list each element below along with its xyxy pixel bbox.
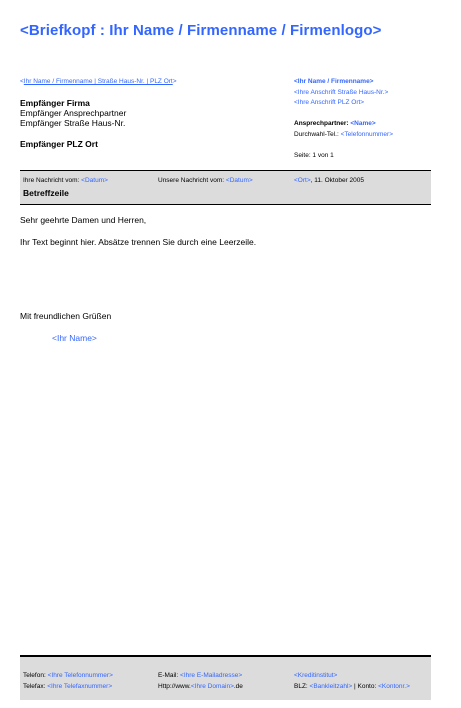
footer-fax-line xyxy=(23,682,112,691)
contact-person-label: Ansprechpartner: xyxy=(294,120,349,127)
sender-return-text: Ihr Name / Firmenname | Straße Haus-Nr. | PLZ Ort xyxy=(23,78,173,85)
place-value: <Ort> xyxy=(294,177,311,184)
letter-date: , 11. Oktober 2005 xyxy=(310,177,364,184)
footer-phone-line xyxy=(23,671,113,680)
footer-web-line xyxy=(158,682,243,691)
signature-name: <Ihr Name> xyxy=(52,333,97,343)
recipient-street: Empfänger Straße Haus-Nr. xyxy=(20,118,126,128)
phone-value: <Telefonnummer> xyxy=(340,131,393,138)
recipient-city: Empfänger PLZ Ort xyxy=(20,139,98,149)
footer-bank-name: <Kreditinstitut> xyxy=(294,672,338,679)
our-message-line xyxy=(158,176,253,185)
phone-line xyxy=(294,130,393,139)
sender-return-prefix: < xyxy=(20,78,24,85)
contact-person-value: <Name> xyxy=(350,120,376,127)
your-message-date: <Datum> xyxy=(81,177,108,184)
your-message-label: Ihre Nachricht vom: xyxy=(23,177,80,184)
recipient-company: Empfänger Firma xyxy=(20,98,90,108)
phone-label: Durchwahl-Tel.: xyxy=(294,131,339,138)
closing: Mit freundlichen Grüßen xyxy=(20,311,112,321)
recipient-contact: Empfänger Ansprechpartner xyxy=(20,108,127,118)
footer-email-line xyxy=(158,671,242,680)
body-text: Ihr Text beginnt hier. Absätze trennen Sie durch eine Leerzeile. xyxy=(20,237,257,247)
subject-line: Betreffzeile xyxy=(23,188,69,198)
sender-return-suffix: > xyxy=(172,78,177,85)
footer-bank-line xyxy=(294,682,410,691)
sender-return-line xyxy=(20,77,177,86)
footer-phone-label: Telefon: xyxy=(23,672,46,679)
footer-email-label: E-Mail: xyxy=(158,672,179,679)
footer-fax-value: <Ihre Telefaxnummer> xyxy=(47,683,113,690)
footer-web-prefix: Http://www. xyxy=(158,683,191,690)
footer-phone-value: <Ihre Telefonnummer> xyxy=(47,672,113,679)
sender-name: <Ihr Name / Firmenname> xyxy=(294,78,374,85)
footer-account-value: <Kontonr.> xyxy=(378,683,410,690)
footer-blz-label: BLZ: xyxy=(294,683,308,690)
footer-web-suffix: .de xyxy=(233,683,243,690)
contact-person-line xyxy=(294,119,376,128)
footer-email-value: <Ihre E-Mailadresse> xyxy=(180,672,243,679)
our-message-date: <Datum> xyxy=(225,177,253,184)
footer-blz-value: <Bankleitzahl> xyxy=(309,683,353,690)
page-count: Seite: 1 von 1 xyxy=(294,152,334,159)
sender-street: <Ihre Anschrift Straße Haus-Nr.> xyxy=(294,89,389,96)
sender-city: <Ihre Anschrift PLZ Ort> xyxy=(294,99,365,106)
salutation: Sehr geehrte Damen und Herren, xyxy=(20,215,147,225)
place-date-line xyxy=(294,176,364,185)
footer-account-separator: | Konto: xyxy=(352,683,379,690)
our-message-label: Unsere Nachricht vom: xyxy=(158,177,225,184)
footer-fax-label: Telefax: xyxy=(23,683,46,690)
reference-bottom-rule xyxy=(20,204,431,205)
footer-web-domain: <Ihre Domain> xyxy=(190,683,234,690)
letterhead-title: <Briefkopf : Ihr Name / Firmenname / Firmenlogo> xyxy=(20,22,382,39)
your-message-line xyxy=(23,176,108,185)
